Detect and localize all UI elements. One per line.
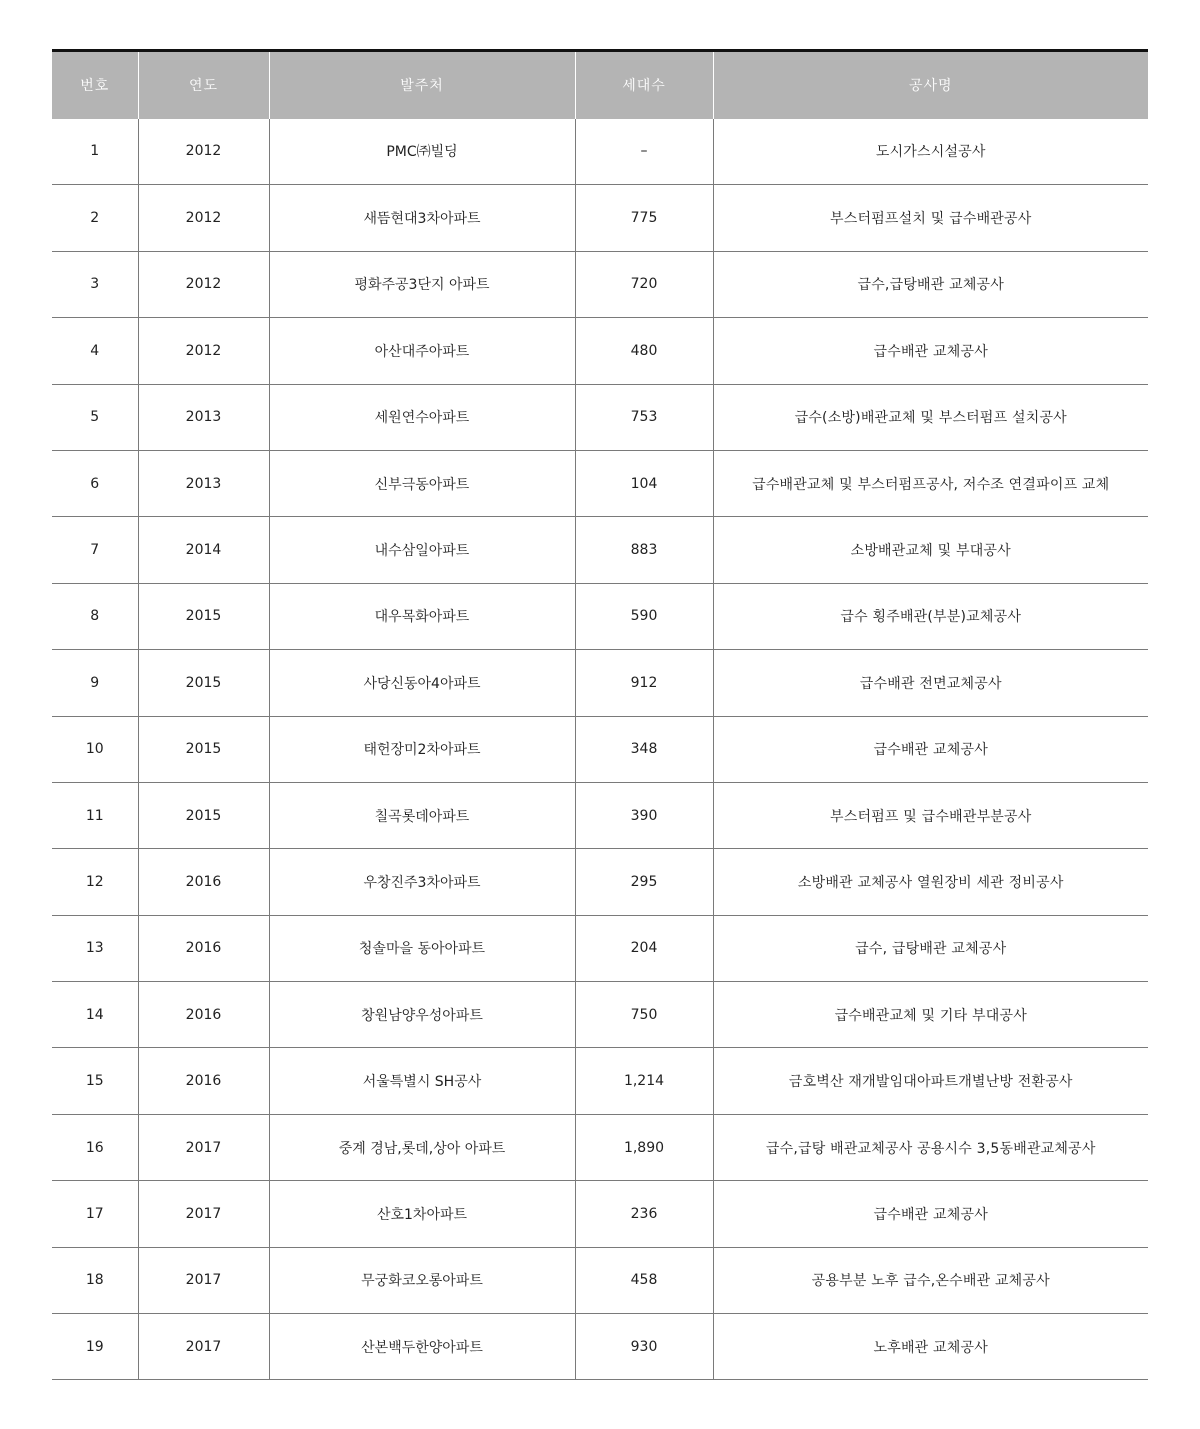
table-row xyxy=(52,1247,1148,1313)
cell-client: 우창진주3차아파트 xyxy=(269,849,575,915)
table-row xyxy=(52,1181,1148,1247)
cell-households: 883 xyxy=(575,517,713,583)
table-row xyxy=(52,782,1148,848)
table-row xyxy=(52,384,1148,450)
header-no: 번호 xyxy=(52,51,138,119)
cell-no: 7 xyxy=(52,517,138,583)
cell-client: 칠곡롯데아파트 xyxy=(269,782,575,848)
cell-client: 산본백두한양아파트 xyxy=(269,1314,575,1380)
cell-households: 480 xyxy=(575,318,713,384)
table-row xyxy=(52,583,1148,649)
cell-no: 10 xyxy=(52,716,138,782)
cell-year: 2012 xyxy=(138,119,269,185)
cell-project: 급수, 급탕배관 교체공사 xyxy=(713,915,1148,981)
table-body xyxy=(52,119,1148,1380)
cell-households: 930 xyxy=(575,1314,713,1380)
cell-no: 14 xyxy=(52,982,138,1048)
cell-client: 사당신동아4아파트 xyxy=(269,650,575,716)
cell-client: 무궁화코오롱아파트 xyxy=(269,1247,575,1313)
cell-project: 도시가스시설공사 xyxy=(713,119,1148,185)
cell-client: 청솔마을 동아아파트 xyxy=(269,915,575,981)
header-project: 공사명 xyxy=(713,51,1148,119)
cell-client: 산호1차아파트 xyxy=(269,1181,575,1247)
cell-no: 16 xyxy=(52,1114,138,1180)
cell-client: 태헌장미2차아파트 xyxy=(269,716,575,782)
cell-households: 348 xyxy=(575,716,713,782)
cell-project: 급수배관교체 및 기타 부대공사 xyxy=(713,982,1148,1048)
cell-households: 236 xyxy=(575,1181,713,1247)
cell-no: 19 xyxy=(52,1314,138,1380)
cell-year: 2012 xyxy=(138,318,269,384)
cell-households: 720 xyxy=(575,251,713,317)
header-households: 세대수 xyxy=(575,51,713,119)
cell-client: PMC㈜빌딩 xyxy=(269,119,575,185)
table-row xyxy=(52,185,1148,251)
projects-table-container xyxy=(52,49,1148,1380)
table-row xyxy=(52,1048,1148,1114)
cell-project: 급수배관교체 및 부스터펌프공사, 저수조 연결파이프 교체 xyxy=(713,450,1148,516)
cell-project: 급수배관 교체공사 xyxy=(713,1181,1148,1247)
cell-no: 11 xyxy=(52,782,138,848)
table-row xyxy=(52,1314,1148,1380)
cell-project: 부스터펌프설치 및 급수배관공사 xyxy=(713,185,1148,251)
cell-year: 2012 xyxy=(138,185,269,251)
cell-no: 15 xyxy=(52,1048,138,1114)
cell-client: 창원남양우성아파트 xyxy=(269,982,575,1048)
cell-year: 2013 xyxy=(138,450,269,516)
cell-households: 104 xyxy=(575,450,713,516)
header-row xyxy=(52,51,1148,119)
header-client: 발주처 xyxy=(269,51,575,119)
cell-households: 390 xyxy=(575,782,713,848)
cell-year: 2017 xyxy=(138,1114,269,1180)
cell-year: 2017 xyxy=(138,1247,269,1313)
table-row xyxy=(52,318,1148,384)
cell-client: 내수삼일아파트 xyxy=(269,517,575,583)
cell-no: 3 xyxy=(52,251,138,317)
cell-no: 13 xyxy=(52,915,138,981)
table-row xyxy=(52,650,1148,716)
cell-project: 급수,급탕 배관교체공사 공용시수 3,5동배관교체공사 xyxy=(713,1114,1148,1180)
cell-client: 서울특별시 SH공사 xyxy=(269,1048,575,1114)
cell-year: 2017 xyxy=(138,1181,269,1247)
cell-client: 새뜸현대3차아파트 xyxy=(269,185,575,251)
cell-project: 급수,급탕배관 교체공사 xyxy=(713,251,1148,317)
cell-households: 295 xyxy=(575,849,713,915)
table-row xyxy=(52,119,1148,185)
cell-project: 금호벽산 재개발임대아파트개별난방 전환공사 xyxy=(713,1048,1148,1114)
cell-households: 590 xyxy=(575,583,713,649)
cell-no: 4 xyxy=(52,318,138,384)
cell-year: 2016 xyxy=(138,849,269,915)
cell-project: 부스터펌프 및 급수배관부분공사 xyxy=(713,782,1148,848)
cell-year: 2016 xyxy=(138,982,269,1048)
cell-households: 775 xyxy=(575,185,713,251)
table-row xyxy=(52,450,1148,516)
cell-households: 750 xyxy=(575,982,713,1048)
cell-project: 급수배관 전면교체공사 xyxy=(713,650,1148,716)
cell-households: 1,890 xyxy=(575,1114,713,1180)
cell-no: 8 xyxy=(52,583,138,649)
cell-year: 2012 xyxy=(138,251,269,317)
cell-year: 2015 xyxy=(138,583,269,649)
cell-project: 급수배관 교체공사 xyxy=(713,318,1148,384)
cell-households: 1,214 xyxy=(575,1048,713,1114)
cell-households: 912 xyxy=(575,650,713,716)
header-year: 연도 xyxy=(138,51,269,119)
cell-project: 소방배관 교체공사 열원장비 세관 정비공사 xyxy=(713,849,1148,915)
cell-no: 1 xyxy=(52,119,138,185)
cell-no: 5 xyxy=(52,384,138,450)
cell-project: 급수 횡주배관(부분)교체공사 xyxy=(713,583,1148,649)
cell-project: 공용부분 노후 급수,온수배관 교체공사 xyxy=(713,1247,1148,1313)
cell-client: 신부극동아파트 xyxy=(269,450,575,516)
cell-no: 12 xyxy=(52,849,138,915)
cell-year: 2015 xyxy=(138,716,269,782)
table-row xyxy=(52,1114,1148,1180)
cell-client: 세원연수아파트 xyxy=(269,384,575,450)
cell-households: 753 xyxy=(575,384,713,450)
cell-year: 2013 xyxy=(138,384,269,450)
cell-client: 대우목화아파트 xyxy=(269,583,575,649)
table-row xyxy=(52,716,1148,782)
cell-year: 2015 xyxy=(138,650,269,716)
cell-year: 2015 xyxy=(138,782,269,848)
cell-no: 6 xyxy=(52,450,138,516)
cell-year: 2016 xyxy=(138,1048,269,1114)
table-row xyxy=(52,982,1148,1048)
cell-year: 2016 xyxy=(138,915,269,981)
cell-year: 2017 xyxy=(138,1314,269,1380)
cell-no: 17 xyxy=(52,1181,138,1247)
table-row xyxy=(52,517,1148,583)
cell-households: 458 xyxy=(575,1247,713,1313)
cell-year: 2014 xyxy=(138,517,269,583)
cell-no: 9 xyxy=(52,650,138,716)
cell-client: 평화주공3단지 아파트 xyxy=(269,251,575,317)
cell-project: 소방배관교체 및 부대공사 xyxy=(713,517,1148,583)
table-row xyxy=(52,251,1148,317)
table-row xyxy=(52,915,1148,981)
cell-no: 18 xyxy=(52,1247,138,1313)
cell-project: 노후배관 교체공사 xyxy=(713,1314,1148,1380)
cell-client: 중계 경남,롯데,상아 아파트 xyxy=(269,1114,575,1180)
table-row xyxy=(52,849,1148,915)
cell-project: 급수(소방)배관교체 및 부스터펌프 설치공사 xyxy=(713,384,1148,450)
table-header xyxy=(52,51,1148,119)
cell-no: 2 xyxy=(52,185,138,251)
cell-households: – xyxy=(575,119,713,185)
projects-table xyxy=(52,49,1148,1380)
cell-project: 급수배관 교체공사 xyxy=(713,716,1148,782)
cell-client: 아산대주아파트 xyxy=(269,318,575,384)
cell-households: 204 xyxy=(575,915,713,981)
